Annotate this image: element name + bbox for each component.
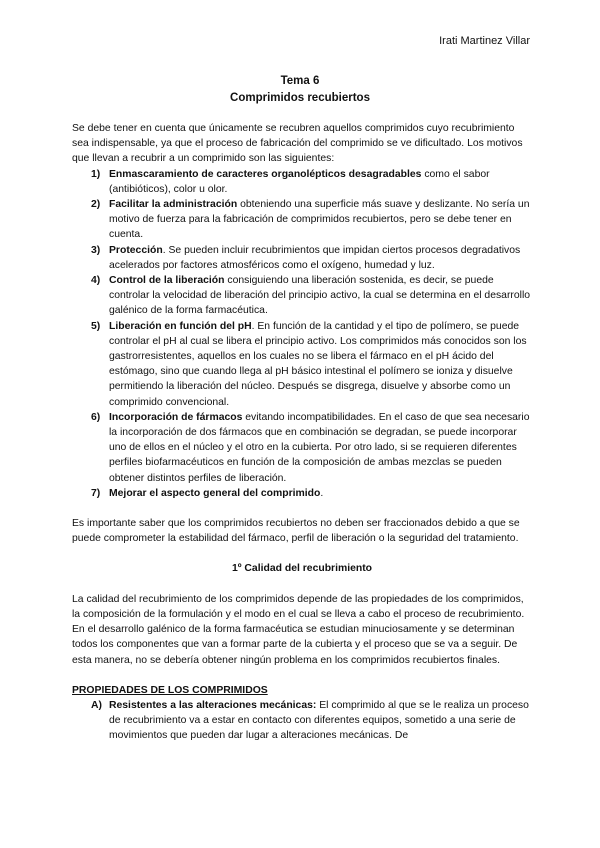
author-name: Irati Martinez Villar <box>439 35 530 47</box>
list-item-heading: Incorporación de fármacos <box>109 411 243 423</box>
list-item <box>72 167 532 197</box>
section-heading: 1º Calidad del recubrimiento <box>231 563 373 575</box>
list-item <box>72 410 532 486</box>
list-item-heading: Protección <box>109 244 163 256</box>
list-item-heading: Liberación en función del pH <box>109 320 252 332</box>
list-item-heading: Enmascaramiento de caracteres organolépticos desagradables <box>109 168 422 180</box>
list-item-heading: Resistentes a las alteraciones mecánicas: <box>109 699 317 711</box>
spacer <box>72 546 532 561</box>
list-item-text: como el sabor (antibióticos), color u olor. <box>109 168 490 195</box>
list-item <box>72 243 532 273</box>
section-paragraph: La calidad del recubrimiento de los comprimidos depende de las propiedades de los comprimidos, la composición de la formulación y el modo en el cual se lleva a cabo el proceso de recubrimiento. <box>72 593 525 620</box>
list-item-heading: Mejorar el aspecto general del comprimido <box>109 487 321 499</box>
list-item-text: evitando incompatibilidades. En el caso de que sea necesario la incorporación de dos fármacos que en combinación se degradan, se puede incorporar uno de ellos en el núcleo y el otro en la cubierta. Por otro lado, si se requieren diferentes perfiles biofarmacéuticos en función de la composición de ambas mezclas se pueden obtener distintos perfiles de liberación. <box>109 411 530 484</box>
list-item-heading: Control de la liberación <box>109 275 225 287</box>
note-paragraph: Es importante saber que los comprimidos recubiertos no deben ser fraccionados debido a que se puede comprometer la estabilidad del fármaco, perfil de liberación o la seguridad del tratamiento. <box>72 518 520 545</box>
list-item <box>72 319 532 410</box>
list-number: 3) <box>91 244 101 256</box>
topic-number: Tema 6 <box>280 75 320 87</box>
list-number: 2) <box>91 199 101 211</box>
spacer <box>72 501 532 516</box>
list-item <box>72 486 532 501</box>
list-item <box>72 698 532 744</box>
list-number: 6) <box>91 411 101 423</box>
list-item-text: . <box>320 487 324 499</box>
list-item-text: El comprimido al que se le realiza un proceso de recubrimiento va a estar en contacto con diferentes equipos, sometido a una serie de movimientos que pueden dar lugar a alteraciones mecánicas. De <box>109 699 529 742</box>
list-item-text: . Se pueden incluir recubrimientos que impidan ciertos procesos degradativos acelerados por factores atmosféricos como el oxígeno, humedad y luz. <box>109 244 521 271</box>
list-letter: A) <box>91 699 102 711</box>
properties-heading: PROPIEDADES DE LOS COMPRIMIDOS <box>72 684 268 696</box>
document-body <box>72 121 532 744</box>
list-item-heading: Facilitar la administración <box>109 199 238 211</box>
list-number: 5) <box>91 320 101 332</box>
list-number: 7) <box>91 487 101 499</box>
reasons-list <box>72 167 532 501</box>
list-item-text: . En función de la cantidad y el tipo de polímero, se puede controlar el pH al cual se libera el principio activo. Los comprimidos más conocidos son los gastrorresistentes, aquellos en los cuales no se libera el fármaco en el pH ácido del estómago, sino que cuando llega al pH básico intestinal el polímero se ioniza y disuelve permitiendo la liberación del núcleo. Después se disgrega, disuelve y absorbe como un comprimido convencional. <box>109 320 527 408</box>
intro-paragraph: Se debe tener en cuenta que únicamente se recubren aquellos comprimidos cuyo recubrimiento sea indispensable, ya que el proceso de fabricación del comprimido se ve dificultado. Los motivos que llevan a recubrir a un comprimido son las siguientes: <box>72 123 523 165</box>
list-item <box>72 273 532 319</box>
list-number: 4) <box>91 275 101 287</box>
list-item-text: consiguiendo una liberación sostenida, es decir, se puede controlar la velocidad de liberación del principio activo, la cual se determina en el desarrollo galénico de la forma farmacéutica. <box>109 275 531 317</box>
list-item <box>72 197 532 243</box>
title-block <box>0 73 600 107</box>
section-paragraph: En el desarrollo galénico de la forma farmacéutica se estudian minuciosamente y se determinan todos los componentes que van a formar parte de la cubierta y el proceso que se va a seguir. De esta manera, no se debería obtener ningún problema en los comprimidos recubiertos finales. <box>72 624 518 666</box>
list-number: 1) <box>91 168 101 180</box>
spacer <box>72 668 532 683</box>
spacer <box>72 577 532 592</box>
page-title: Comprimidos recubiertos <box>230 92 370 104</box>
list-item-text: obteniendo una superficie más suave y deslizante. No sería un motivo de fuerza para la fabricación de comprimidos recubiertos, pero se debe tener en cuenta. <box>109 199 530 241</box>
